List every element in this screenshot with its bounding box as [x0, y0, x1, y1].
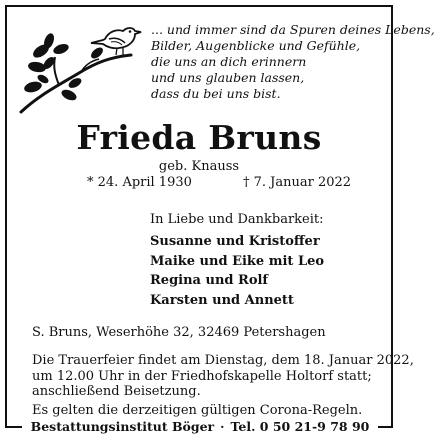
- poem-line: die uns an dich erinnern: [151, 54, 307, 69]
- ceremony-info: [32, 353, 414, 400]
- death-date: † 7. Januar 2022: [243, 175, 352, 190]
- poem-line: und uns glauben lassen,: [151, 70, 305, 85]
- funeral-home-phone: Tel. 0 50 21-9 78 90: [230, 418, 370, 434]
- mourners-list: [150, 232, 324, 310]
- birth-date: * 24. April 1930: [87, 175, 192, 190]
- mourner-item: Maike und Eike mit Leo: [150, 253, 325, 269]
- corona-note: Es gelten die derzeitigen gültigen Corona-Regeln.: [32, 403, 363, 418]
- ceremony-line: anschließend Beisetzung.: [32, 384, 201, 399]
- ceremony-line: Die Trauerfeier findet am Dienstag, dem 18. Januar 2022,: [32, 353, 414, 368]
- poem: [151, 22, 435, 102]
- bird-on-branch-icon: [19, 17, 149, 117]
- deceased-name: Frieda Bruns: [76, 118, 322, 157]
- poem-line: dass du bei uns bist.: [151, 86, 281, 101]
- footer-separator: ·: [220, 418, 225, 434]
- funeral-home-name: Bestattungsinstitut Böger: [30, 418, 215, 434]
- ceremony-line: um 12.00 Uhr in der Friedhofskapelle Holtorf statt;: [32, 368, 372, 384]
- contact-address: S. Bruns, Weserhöhe 32, 32469 Petershagen: [32, 325, 326, 340]
- mourning-intro: In Liebe und Dankbarkeit:: [150, 212, 324, 227]
- mourner-item: Susanne und Kristoffer: [150, 234, 320, 249]
- mourner-item: Regina und Rolf: [150, 273, 269, 288]
- funeral-home-footer: [22, 419, 378, 433]
- maiden-name: geb. Knauss: [158, 159, 240, 174]
- poem-line: Bilder, Augenblicke und Gefühle,: [151, 38, 361, 53]
- mourner-item: Karsten und Annett: [150, 292, 294, 308]
- poem-line: ... und immer sind da Spuren deines Lebens,: [151, 22, 435, 37]
- obituary-notice: [5, 5, 435, 428]
